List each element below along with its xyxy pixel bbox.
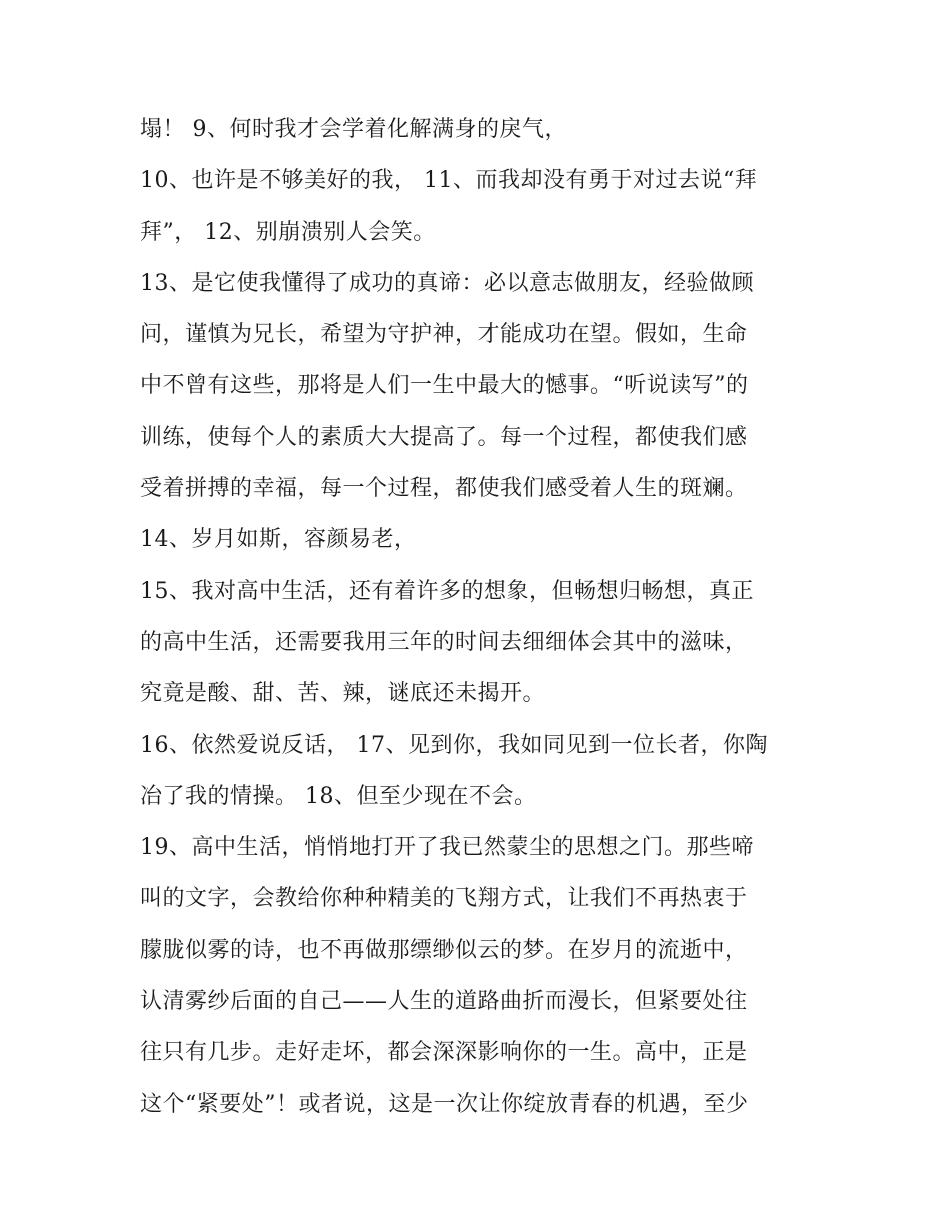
text-line: 拜”， 12、别崩溃别人会笑。 bbox=[140, 219, 436, 245]
text-line: 14、岁月如斯，容颜易老， bbox=[140, 527, 417, 553]
text-line: 训练，使每个人的素质大大提高了。每一个过程，都使我们感 bbox=[140, 424, 748, 450]
text-line: 冶了我的情操。 18、但至少现在不会。 bbox=[140, 783, 537, 809]
text-line: 塌！ 9、何时我才会学着化解满身的戾气， bbox=[140, 117, 567, 142]
text-line: 的高中生活，还需要我用三年的时间去细细体会其中的滋味， bbox=[140, 629, 748, 655]
text-line: 叫的文字，会教给你种种精美的飞翔方式，让我们不再热衷于 bbox=[140, 886, 748, 912]
text-line: 13、是它使我懂得了成功的真谛：必以意志做朋友，经验做顾 bbox=[140, 270, 754, 296]
text-line: 究竟是酸、甜、苦、辣，谜底还未揭开。 bbox=[140, 681, 546, 707]
text-line: 19、高中生活，悄悄地打开了我已然蒙尘的思想之门。那些啼 bbox=[140, 835, 754, 861]
text-line: 15、我对高中生活，还有着许多的想象，但畅想归畅想，真正 bbox=[140, 578, 754, 604]
text-line: 问，谨慎为兄长，希望为守护神，才能成功在望。假如，生命 bbox=[140, 322, 748, 348]
text-line: 10、也许是不够美好的我， 11、而我却没有勇于对过去说“拜 bbox=[140, 168, 758, 194]
document-body bbox=[140, 104, 820, 1130]
text-line: 受着拼搏的幸福，每一个过程，都使我们感受着人生的斑斓。 bbox=[140, 476, 748, 502]
text-line: 往只有几步。走好走坏，都会深深影响你的一生。高中，正是 bbox=[140, 1040, 748, 1066]
text-line: 认清雾纱后面的自己——人生的道路曲折而漫长，但紧要处往 bbox=[140, 989, 748, 1015]
text-line: 16、依然爱说反话， 17、见到你，我如同见到一位长者，你陶 bbox=[140, 732, 768, 758]
text-line: 朦胧似雾的诗，也不再做那缥缈似云的梦。在岁月的流逝中， bbox=[140, 937, 748, 963]
text-line: 中不曾有这些，那将是人们一生中最大的憾事。“听说读写”的 bbox=[140, 373, 749, 399]
text-line: 这个“紧要处”！或者说，这是一次让你绽放青春的机遇，至少 bbox=[140, 1091, 749, 1117]
